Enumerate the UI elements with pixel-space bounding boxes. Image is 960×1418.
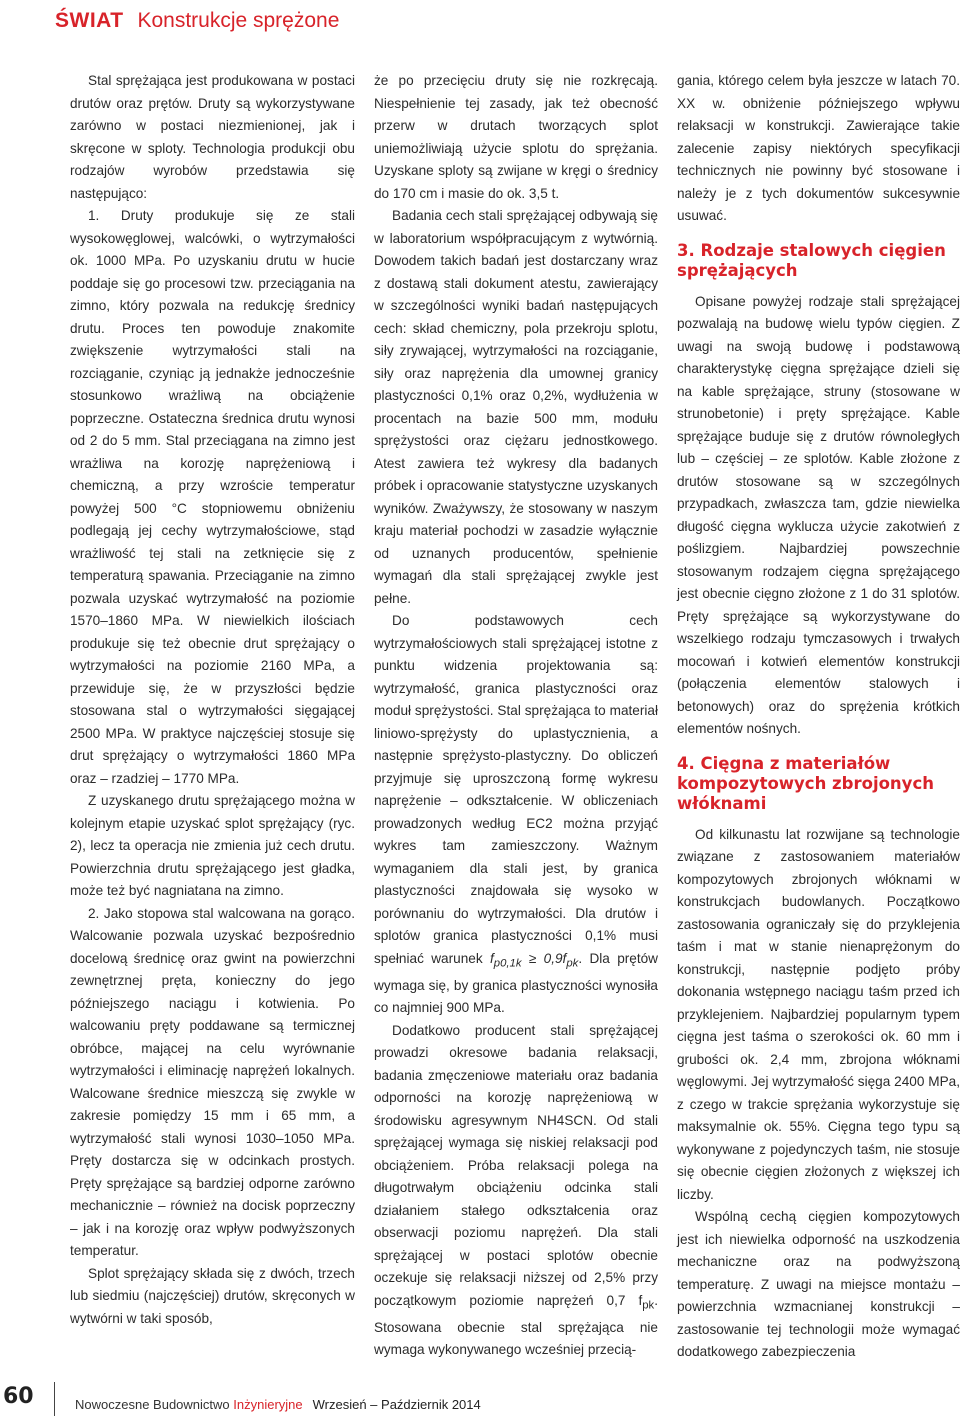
paragraph: Stal sprężająca jest produkowana w postaci drutów oraz prętów. Druty są wykorzystywane zarówno w postaci niezmienionej, jak i skręcone w sploty. Technologia produkcji obu rodzajów wyrobów przedstawia się następująco: — [70, 73, 355, 201]
section-heading: 4. Cięgna z materiałów kompozytowych zbrojonych włóknami — [677, 753, 934, 813]
paragraph: że po przecięciu druty się nie rozkręcają. Niespełnienie tej zasady, jak też obecność przerw w drutach tworzących splot uniemożliwiają użycie splotu do sprężania. Uzyskane sploty są zwijane w kręgi o średnicy do 170 cm i masie do ok. 3,5 t. — [374, 73, 658, 201]
page-footer — [0, 1384, 960, 1416]
paragraph: Z uzyskanego drutu sprężającego można w kolejnym etapie uzyskać splot sprężający (ryc. 2), lecz ta operacja nie zmienia już cech drutu. Powierzchnia drutu sprężającego jest gładka, może też być nagniatana na zimno. — [70, 793, 355, 898]
paragraph: Wspólną cechą cięgien kompozytowych jest ich niewielka odporność na uszkodzenia mechaniczne oraz na podwyższoną temperaturę. Z uwagi na miejsce montażu – powierzchnia wzmacnianej konstrukcji – zastosowanie tej technologii może wymagać dodatkowego zabezpieczenia — [677, 1209, 960, 1359]
paragraph: Opisane powyżej rodzaje stali sprężającej pozwalają na budowę wielu typów cięgien. Z uwagi na swoją budowę i podstawową charakterystykę cięgna sprężające dzieli się na kable sprężające, struny (stosowane w strunobetonie) i pręty sprężające. Kable sprężające buduje się z drutów równoległych lub – częściej – ze splotów. Kable złożone z drutów stosowane są w szczególnych przypadkach, zwłaszcza tam, gdzie niewielka długość cięgna wyklucza użycie zakotwień z poślizgiem. Najbardziej powszechnie stosowanym rodzajem cięgna sprężającego jest obecnie cięgno złożone z 1 do 31 splotów. Pręty sprężające są wykorzystywane do wszelkiego rodzaju tymczasowych i trwałych mocowań i kotwień elementów konstrukcji (połączenia elementów stalowych i betonowych) oraz do sprężenia krótkich elementów nośnych. — [677, 293, 960, 736]
paragraph: Badania cech stali sprężającej odbywają się w laboratorium współpracującym z wytwórnią. Dowodem takich badań jest dostarczany wraz z dostawą stali dokument atestu, zawierający w szczególności wyniki badań następujących cech: skład chemiczny, pola przekroju splotu, siły zrywającej, wytrzymałości na rozciąganie, siły oraz naprężenia dla umownej granicy plastyczności 0,1% oraz 0,2%, wydłużenia w procentach na bazie 500 mm, modułu sprężystości oraz ciężaru jednostkowego. Atest zawiera też wykresy dla badanych próbek i opracowanie statystyczne uzyskanych wyników. Zważywszy, że stosowany w naszym kraju materiał pochodzi w zasadzie wyłącznie od uznanych producentów, spełnienie wymagań dla stali sprężającej zwykle jest pełne. — [374, 208, 658, 606]
paragraph-text: . Stosowana obecnie stal sprężająca nie wymaga wykonywanego wcześniej przecią- — [374, 1292, 658, 1358]
section-heading: 3. Rodzaje stalowych cięgien sprężających — [677, 240, 946, 280]
page-number: 60 — [3, 1384, 34, 1409]
column-3 — [677, 70, 960, 1364]
paragraph: 2. Jako stopowa stal walcowana na gorąco. Walcowanie pozwala uzyskać bezpośrednio docelową średnicę oraz gwint na powierzchni zewnętrznej pręta, konieczny do jego późniejszego naciągu i kotwienia. Po walcowaniu pręty poddawane są termicznej obróbce, mającej na celu wyrównanie wytrzymałości i eliminację naprężeń lokalnych. Walcowane średnice mieszczą się zwykle w zakresie pomiędzy 15 mm i 65 mm, a wytrzymałość stali wynosi 1030–1050 MPa. Pręty dostarcza się w odcinkach prostych. Pręty sprężające są bardziej odporne zarówno mechanicznie – również na docisk poprzeczny – jak i na korozję oraz wpływ podwyższonych temperatur. — [70, 905, 355, 1258]
subscript: pk — [642, 1299, 655, 1312]
paragraph: gania, którego celem była jeszcze w latach 70. XX w. obniżenie późniejszego wpływu relaksacji w konstrukcji. Zawierające takie zalecenie zapisy niektórych specyfikacji technicznych nie powinny być stosowane i należy je z tych dokumentów sukcesywnie usuwać. — [677, 73, 960, 223]
column-1 — [70, 70, 355, 1330]
section-label: ŚWIAT — [55, 9, 124, 32]
formula: $f_{p0,1k} \ge 0,9f_{pk}$ — [489, 950, 579, 970]
paragraph-text: Do podstawowych cech wytrzymałościowych stali sprężającej istotne z punktu widzenia projektowania są: wytrzymałość, granica plastyczności oraz moduł sprężystości. Stal sprężająca to materiał liniowo-sprężysty do uplastycznienia, a następnie sprężysto-plastyczny. Do obliczeń przyjmuje się uproszczoną formę wykresu naprężenie – odkształcenie. W obliczeniach prowadzonych według EC2 można przyjąć wykres tam zamieszczony. Ważnym wymaganiem dla stali jest, by granica plastyczności znajdowała się wysoko w porównaniu do wytrzymałości. Dla drutów i splotów granica plastyczności 0,1% musi spełniać warunek — [374, 613, 658, 966]
column-2 — [374, 70, 658, 1362]
paragraph-text: . Dla prętów wymaga się, by granica plastyczności wynosiła co najmniej 900 MPa. — [374, 950, 659, 1016]
paragraph: Od kilkunastu lat rozwijane są technologie związane z zastosowaniem materiałów kompozytowych zbrojonych włóknami w konstrukcjach budowlanych. Początkowo zastosowania ograniczały się do przyklejenia taśm i mat w stanie nienaprężonym do konstrukcji, następnie podjęto próby dokonania wstępnego naciągu taśm przed ich przyklejeniem. Najbardziej popularnym typem cięgna jest taśma o szerokości ok. 60 mm i grubości ok. 2,4 mm, zbrojona włóknami węglowymi. Jej wytrzymałość sięga 2400 MPa, z czego w trakcie sprężania wykorzystuje się maksymalnie ok. 55%. Cięgna tego typu są wykonywane z pojedynczych taśm, nie stosuje się obecnie cięgien złożonych z większej ich liczby. — [677, 826, 960, 1202]
paragraph: 1. Druty produkuje się ze stali wysokowęglowej, walcówki, o wytrzymałości ok. 1000 MPa. Po uzyskaniu drutu w hucie poddaje się go procesowi tzw. przeciągania na zimno, który pozwala na redukcję średnicy drutu. Proces ten powoduje znakomite zwiększenie wytrzymałości stali na rozciąganie, czyniąc ją jednakże jednocześnie stosunkowo wrażliwą na obciążenie poprzeczne. Ostateczna średnica drutu wynosi od 2 do 5 mm. Stal przeciągana na zimno jest wrażliwa na korozję naprężeniową i chemiczną, a przy wzroście temperatur powyżej 500 °C stopniowemu obniżeniu podlegają jej cechy wytrzymałościowe, stąd wrażliwość tej stali na zetknięcie się z temperaturą spawania. Przeciąganie na zimno pozwala uzyskać wytrzymałość na poziomie 1570–1860 MPa. W niewielkich ilościach produkuje się też obecnie drut sprężający o wytrzymałości na poziomie 2160 MPa, a przewiduje się, że w przyszłości będzie stosowana stal o wytrzymałości sięgającej 2500 MPa. W praktyce najczęściej stosuje się drut sprężający o wytrzymałości 1860 MPa oraz – rzadziej – 1770 MPa. — [70, 208, 355, 786]
publication-title: Nowoczesne Budownictwo Inżynieryjne Wrzesień – Październik 2014 — [75, 1397, 481, 1412]
topic-label: Konstrukcje sprężone — [137, 9, 340, 32]
paragraph — [374, 610, 658, 1020]
paragraph-text: Dodatkowo producent stali sprężającej prowadzi okresowe badania relaksacji, badania zmęczeniowe materiału oraz badania odporności na korozję naprężeniową w środowisku agresywnym NH4SCN. Od stali sprężającej wymaga się niskiej relaksacji pod obciążeniem. Próba relaksacji polega na długotrwałym obciążeniu odcinka stali działaniem stałego odkształcenia oraz obserwacji poziomu naprężeń. Dla stali sprężającej w postaci splotów obecnie oczekuje się relaksacji niższej od 2,5% przy początkowym poziomie naprężeń 0,7 f — [374, 1022, 658, 1308]
paragraph: Splot sprężający składa się z dwóch, trzech lub siedmiu (najczęściej) drutów, skręconych w wytwórni w taki sposób, — [70, 1265, 355, 1326]
issue-date: Wrzesień – Październik 2014 — [312, 1397, 481, 1412]
page-header — [55, 6, 339, 36]
paragraph — [374, 1020, 658, 1362]
footer-divider — [54, 1382, 55, 1416]
